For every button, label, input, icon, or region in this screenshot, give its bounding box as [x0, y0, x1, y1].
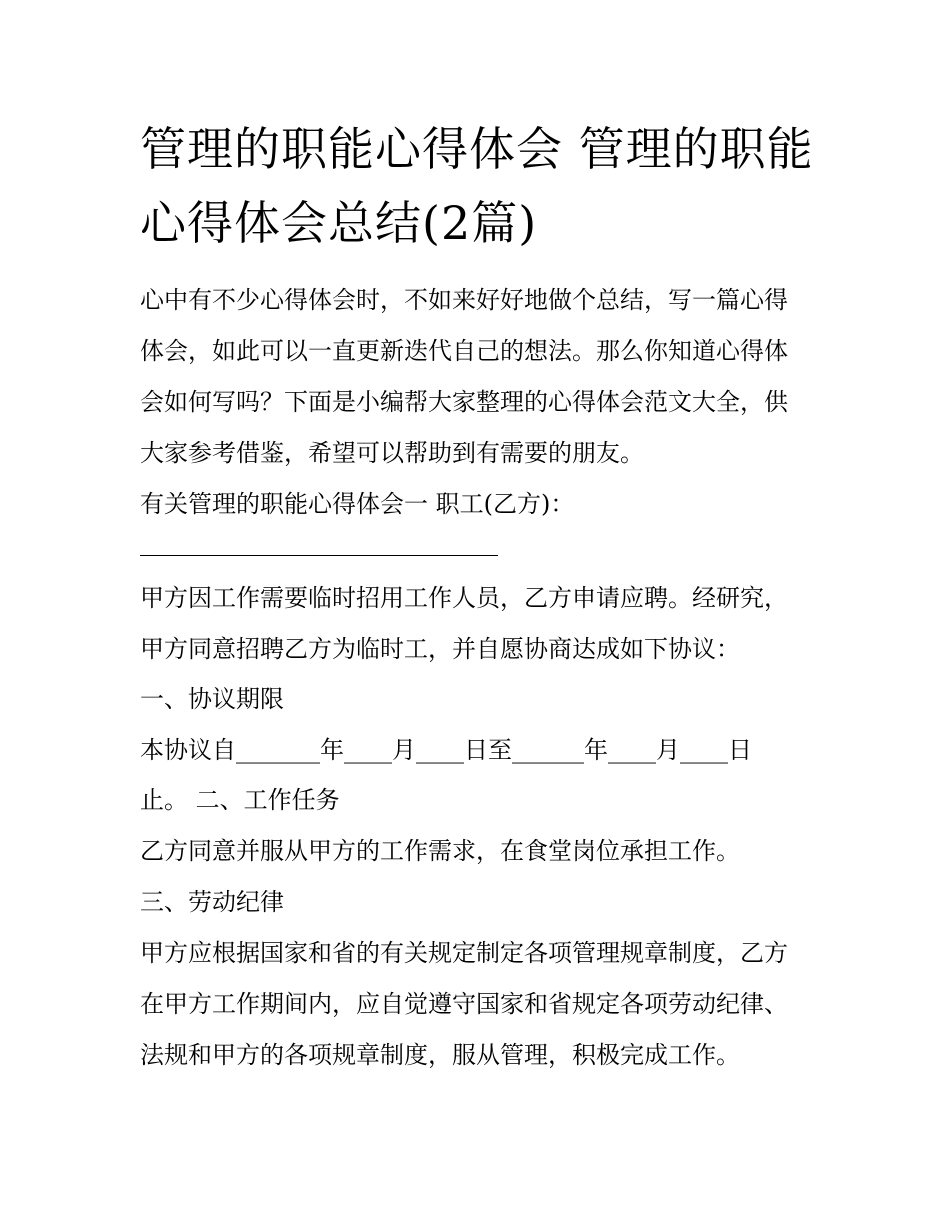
intro-line-4: 大家参考借鉴，希望可以帮助到有需要的朋友。 [140, 439, 644, 467]
intro-line-2: 体会，如此可以一直更新迭代自己的想法。那么你知道心得体 [140, 337, 788, 365]
signature-blank-line [140, 555, 498, 556]
body-line-discipline-2: 在甲方工作期间内，应自觉遵守国家和省规定各项劳动纪律、 [140, 990, 788, 1018]
body-line-term-end: 止。 二、工作任务 [140, 786, 340, 814]
section-heading: 有关管理的职能心得体会一 职工(乙方)： [140, 490, 575, 518]
body-line-1: 甲方因工作需要临时招用工作人员，乙方申请应聘。经研究， [140, 584, 788, 612]
body-line-duties: 乙方同意并服从甲方的工作需求，在食堂岗位承担工作。 [140, 837, 740, 865]
body-line-discipline-3: 法规和甲方的各项规章制度，服从管理，积极完成工作。 [140, 1041, 740, 1069]
clause-heading-term: 一、协议期限 [140, 685, 284, 713]
document-title: 管理的职能心得体会 管理的职能心得体会总结(2篇) [140, 122, 814, 250]
body-line-discipline-1: 甲方应根据国家和省的有关规定制定各项管理规章制度，乙方 [140, 939, 788, 967]
intro-line-1: 心中有不少心得体会时，不如来好好地做个总结，写一篇心得 [140, 286, 788, 314]
clause-heading-discipline: 三、劳动纪律 [140, 888, 284, 916]
intro-line-3: 会如何写吗？下面是小编帮大家整理的心得体会范文大全，供 [140, 388, 788, 416]
body-line-2: 甲方同意招聘乙方为临时工，并自愿协商达成如下协议： [140, 635, 740, 663]
body-line-term-dates: 本协议自_______年____月____日至______年____月____日 [140, 736, 752, 764]
